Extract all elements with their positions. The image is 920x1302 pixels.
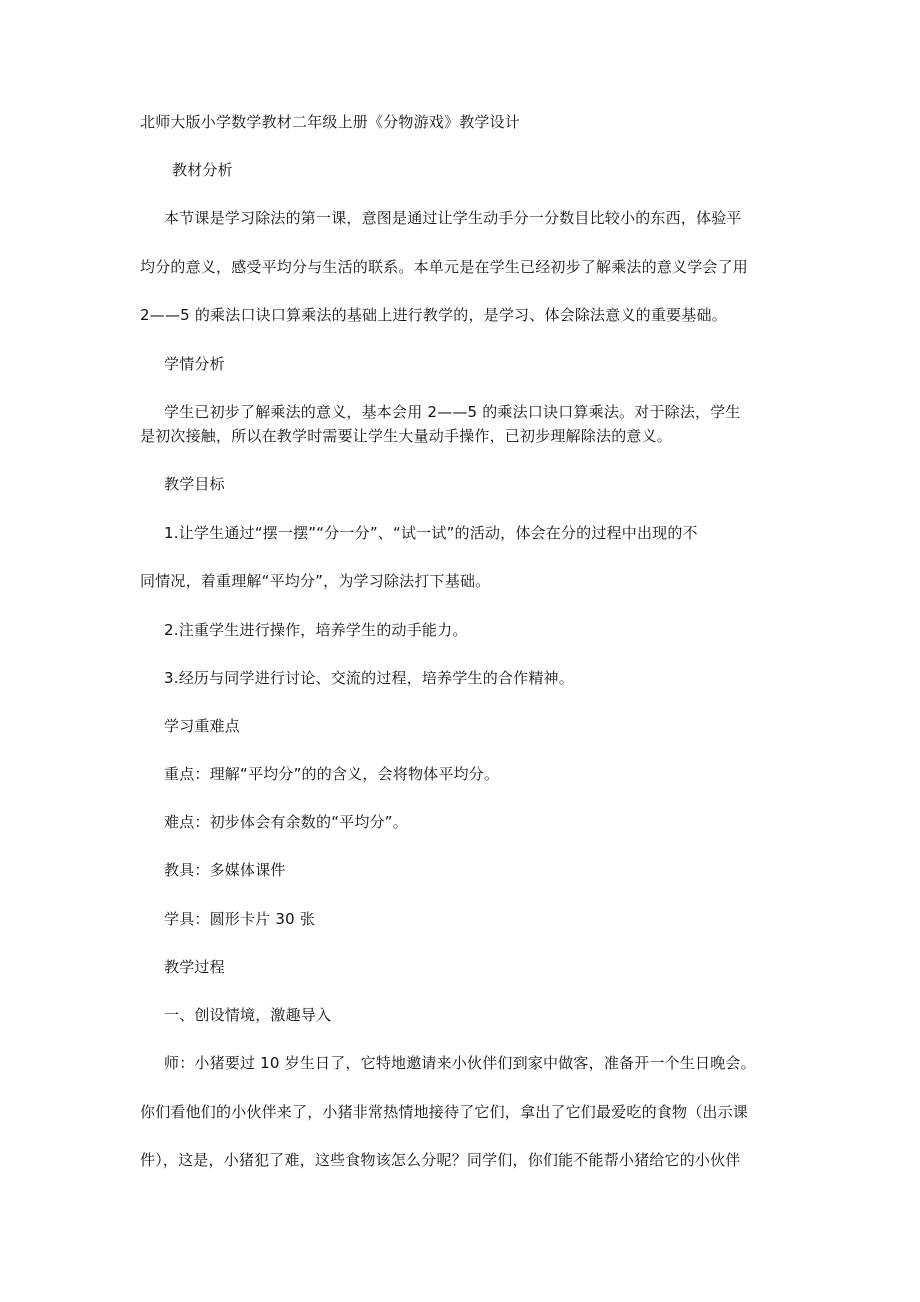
paragraph-line: 本节课是学习除法的第一课，意图是通过让学生动手分一分数目比较小的东西，体验平: [164, 209, 742, 227]
paragraph-line: 重点：理解“平均分”的的含义，会将物体平均分。: [164, 765, 500, 783]
list-item-goal-2: 2.注重学生进行操作，培养学生的动手能力。: [164, 621, 468, 639]
section-heading-student-analysis: 学情分析: [164, 355, 225, 373]
paragraph-line: 件），这是，小猪犯了难，这些食物该怎么分呢？同学们，你们能不能帮小猪给它的小伙伴: [140, 1151, 741, 1169]
paragraph-line: 师：小猪要过 10 岁生日了，它特地邀请来小伙伴们到家中做客，准备开一个生日晚会。: [164, 1054, 756, 1072]
list-item-goal-1: 1.让学生通过“摆一摆”“分一分”、“试一试”的活动，体会在分的过程中出现的不: [164, 524, 698, 542]
paragraph-line: 学具：圆形卡片 30 张: [164, 910, 316, 928]
section-heading-teaching-goals: 教学目标: [164, 475, 225, 493]
paragraph-line: 均分的意义，感受平均分与生活的联系。本单元是在学生已经初步了解乘法的意义学会了用: [140, 258, 749, 276]
section-heading-key-points: 学习重难点: [164, 717, 241, 735]
section-heading-teaching-process: 教学过程: [164, 958, 225, 976]
paragraph-line: 难点：初步体会有余数的“平均分”。: [164, 813, 408, 831]
paragraph-line: 你们看他们的小伙伴来了，小猪非常热情地接待了它们，拿出了它们最爱吃的食物（出示课: [140, 1103, 749, 1121]
paragraph-line: 是初次接触，所以在教学时需要让学生大量动手操作，已初步理解除法的意义。: [140, 427, 673, 445]
paragraph-line: 教具：多媒体课件: [164, 861, 286, 879]
document-title: 北师大版小学数学教材二年级上册《分物游戏》教学设计: [140, 113, 521, 131]
section-heading-textbook-analysis: 教材分析: [172, 161, 233, 179]
subsection-heading: 一、创设情境，激趣导入: [164, 1006, 332, 1024]
paragraph-line: 学生已初步了解乘法的意义，基本会用 2——5 的乘法口诀口算乘法。对于除法，学生: [164, 403, 741, 421]
paragraph-line: 同情况，着重理解“平均分”，为学习除法打下基础。: [140, 572, 491, 590]
list-item-goal-3: 3.经历与同学进行讨论、交流的过程，培养学生的合作精神。: [164, 669, 574, 687]
paragraph-line: 2——5 的乘法口诀口算乘法的基础上进行教学的，是学习、体会除法意义的重要基础。: [140, 306, 727, 324]
